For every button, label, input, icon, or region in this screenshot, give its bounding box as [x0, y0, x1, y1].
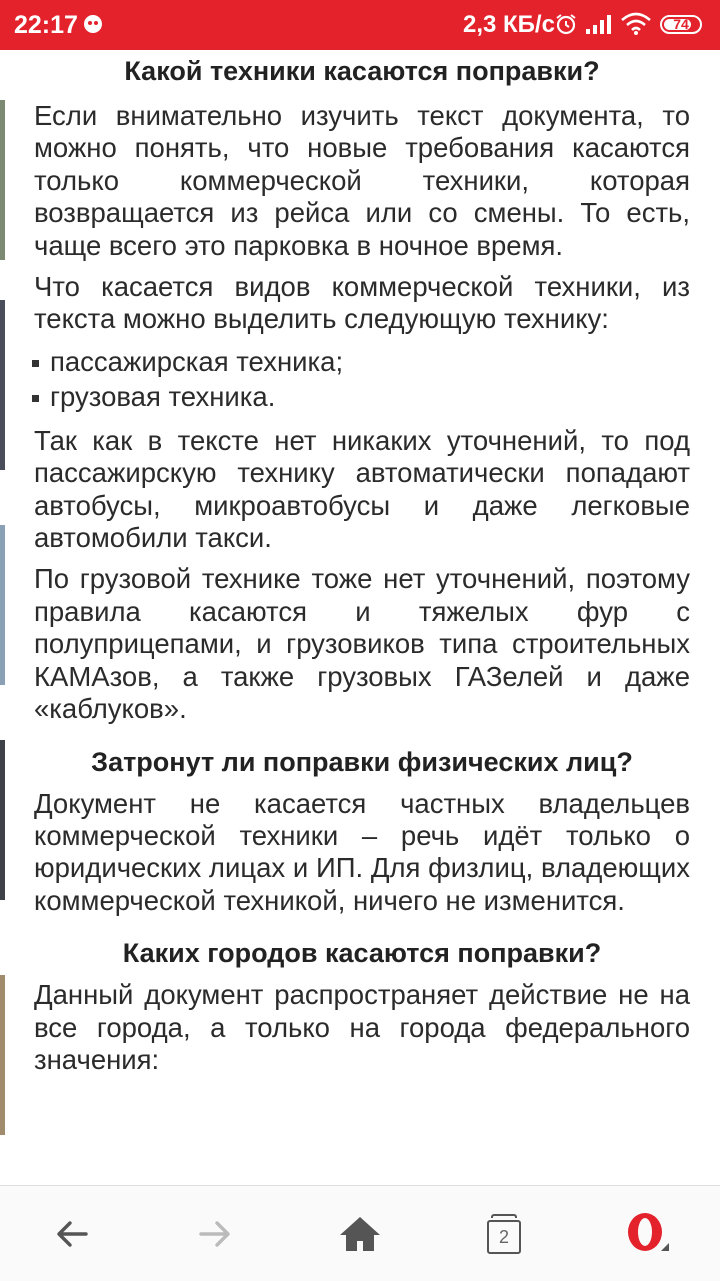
- arrow-left-icon: [52, 1214, 92, 1254]
- text-line: не изменится.: [445, 884, 625, 916]
- network-speed: 2,3 КБ/с: [463, 11, 555, 38]
- opera-menu-button[interactable]: [608, 1186, 688, 1281]
- list-item: пассажирская техника;: [34, 344, 690, 379]
- home-icon: [338, 1214, 382, 1254]
- text-line: которая возвращается из рейса или со: [34, 164, 690, 229]
- battery-level: 74: [673, 16, 689, 32]
- signal-icon: [585, 13, 615, 35]
- paragraph-individuals: [34, 788, 690, 918]
- text-line: то можно понять, что новые требования: [34, 100, 691, 164]
- notification-icon: [82, 13, 104, 35]
- arrow-right-icon: [195, 1214, 235, 1254]
- text-line: ГАЗелей и даже «каблуков».: [34, 660, 690, 725]
- text-line: Так как в тексте нет никаких уточнений, то: [34, 424, 629, 456]
- back-button[interactable]: [32, 1186, 112, 1281]
- text-line: полуприцепами, и грузовиков типа: [34, 628, 498, 660]
- text-line: строительных КАМАзов, а также грузовых: [34, 628, 690, 692]
- paragraph-cargo: [34, 563, 690, 725]
- opera-logo-icon: [623, 1209, 673, 1259]
- paragraph-requirements: [34, 100, 690, 262]
- edge-sliver: [0, 975, 5, 1135]
- home-button[interactable]: [320, 1186, 400, 1281]
- vehicle-list: [34, 344, 690, 414]
- heading-vehicle-types: Какой техники касаются поправки?: [124, 56, 600, 86]
- article-content: [34, 50, 690, 1076]
- paragraph-vehicle-kinds: [34, 271, 690, 336]
- text-line: Что касается видов коммерческой техники,: [34, 271, 641, 303]
- text-line: Данный документ распространяет действие: [34, 979, 608, 1011]
- heading-cities: Каких городов касаются поправки?: [122, 938, 602, 969]
- text-line: поэтому правила касаются и тяжелых фур с: [34, 563, 691, 627]
- edge-sliver: [0, 300, 5, 470]
- text-line: юридических лицах и ИП. Для физлиц,: [34, 852, 534, 884]
- text-line: федерального значения:: [34, 1011, 690, 1075]
- edge-sliver: [0, 525, 5, 685]
- forward-button[interactable]: [175, 1186, 255, 1281]
- paragraph-cities: [34, 979, 690, 1076]
- bottom-navigation: [0, 1185, 720, 1281]
- text-line: попадают автобусы, микроавтобусы и даже: [34, 457, 690, 521]
- text-line: под пассажирскую технику автоматически: [34, 424, 690, 489]
- tabs-count: 2: [498, 1226, 509, 1247]
- text-line: ночное время.: [378, 229, 564, 261]
- text-line: владеющих коммерческой техникой, ничего: [34, 852, 690, 916]
- edge-sliver: [0, 100, 5, 260]
- text-line: Документ не касается частных владельцев: [34, 787, 690, 819]
- text-line: из текста можно выделить следующую: [34, 271, 691, 335]
- wifi-icon: [620, 12, 652, 36]
- text-line: коммерческой техники – речь идёт только о: [34, 819, 690, 851]
- status-bar: [0, 0, 720, 50]
- edge-sliver: [0, 740, 5, 900]
- text-line: технику:: [503, 303, 609, 335]
- tabs-icon: [487, 1214, 521, 1254]
- text-line: По грузовой технике тоже нет уточнений,: [34, 563, 576, 595]
- text-line: легковые автомобили такси.: [34, 489, 690, 554]
- text-line: Если внимательно изучить текст документа,: [34, 100, 644, 131]
- battery-icon: [660, 15, 702, 34]
- text-line: касаются только коммерческой техники,: [34, 132, 690, 196]
- status-time: 22:17: [14, 11, 78, 39]
- list-item: грузовая техника.: [34, 379, 690, 414]
- text-line: смены. То есть, чаще всего это парковка в: [34, 197, 691, 261]
- alarm-icon: [554, 12, 578, 36]
- paragraph-passenger: [34, 425, 690, 555]
- tabs-button[interactable]: [464, 1186, 544, 1281]
- heading-individuals: Затронут ли поправки физических лиц?: [91, 746, 633, 777]
- text-line: не на все города, а только на города: [34, 979, 691, 1043]
